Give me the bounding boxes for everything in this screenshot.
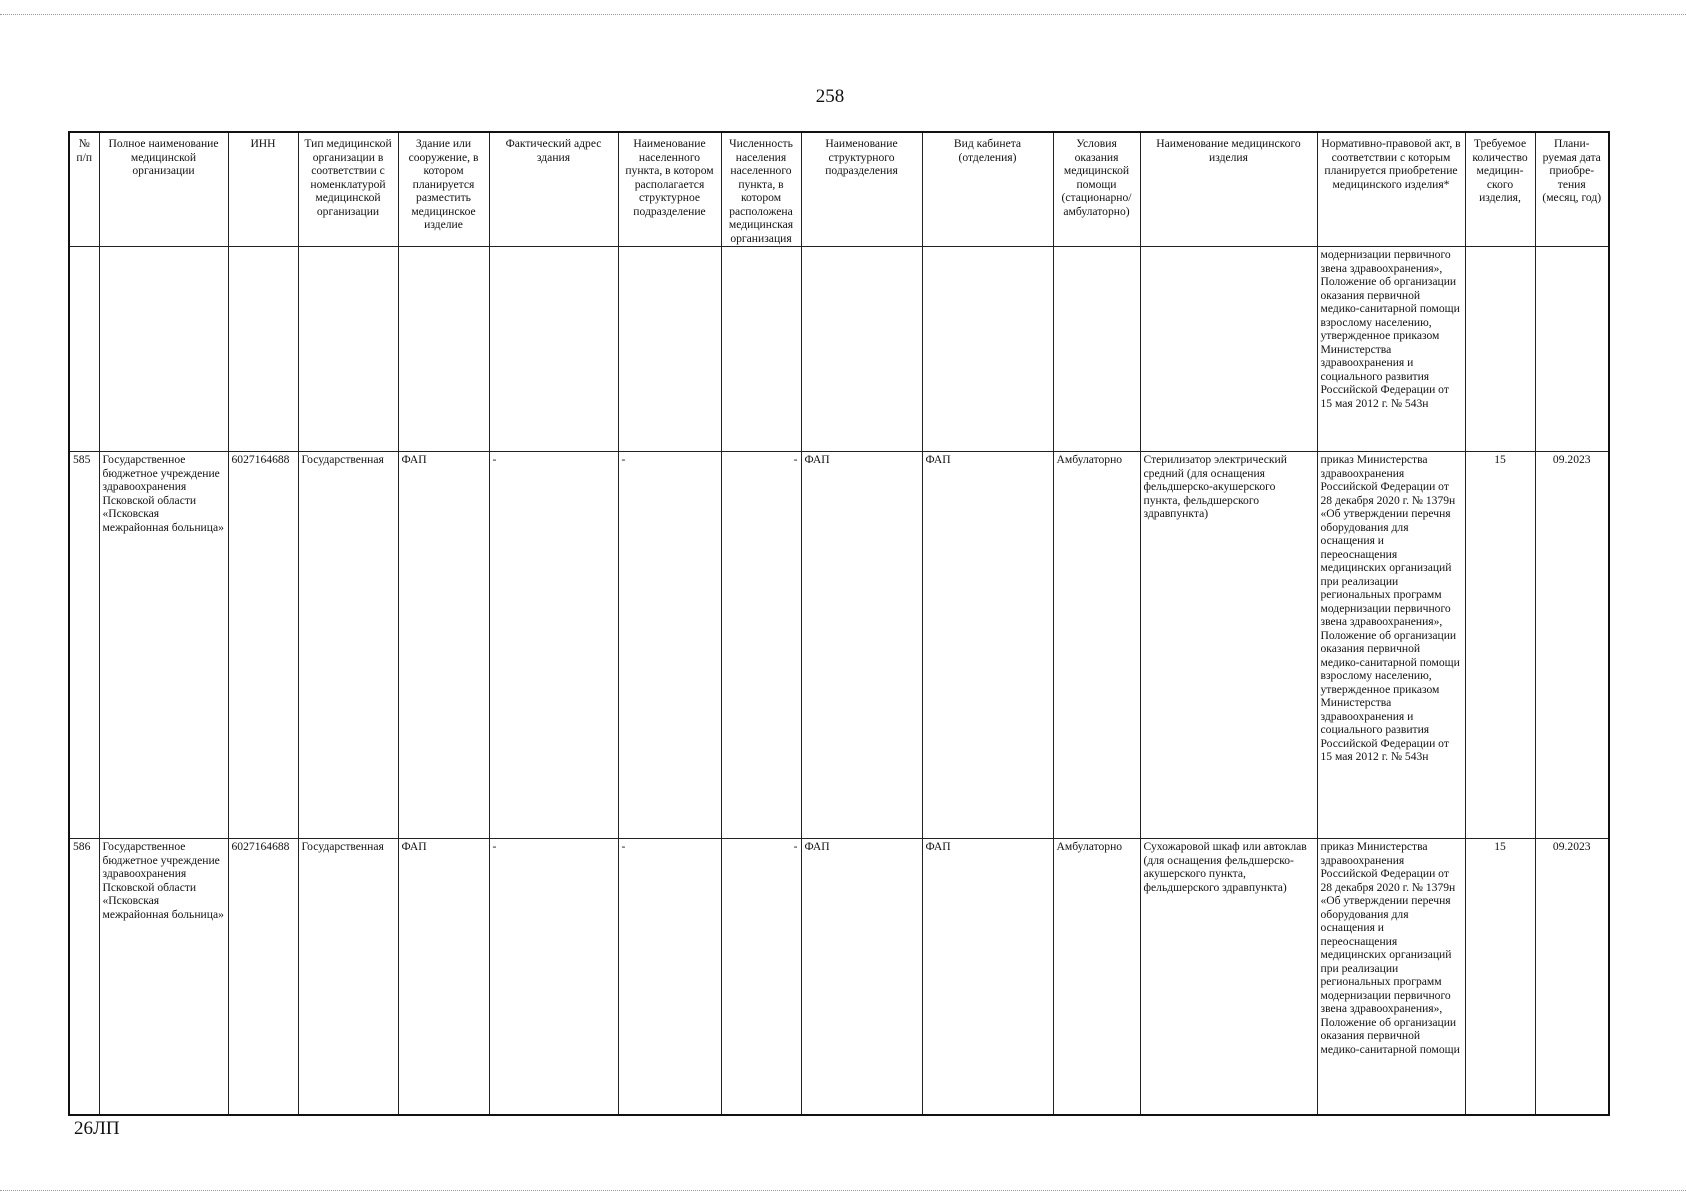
cell-inn: 6027164688 — [228, 839, 298, 1115]
table-row-continuation — [69, 247, 1609, 452]
cell-act: модернизации первичного звена здравоохранения», Положение об организации оказания первичной медико-санитарной помощи взрослому населению, утвержденное приказом Министерства здравоохранения и социального развития Российской Федерации от 15 мая 2012 г. № 543н — [1317, 247, 1465, 452]
cell-type — [298, 247, 398, 452]
header-device: Наименование медицинского изделия — [1140, 132, 1317, 247]
header-org: Полное наименование медицинской организации — [99, 132, 228, 247]
header-type: Тип медицинской организации в соответствии с номенклатурой медицинской организации — [298, 132, 398, 247]
cell-type: Государственная — [298, 452, 398, 839]
cell-room: ФАП — [922, 452, 1053, 839]
cell-address: - — [489, 839, 618, 1115]
cell-population: - — [721, 839, 801, 1115]
cell-population: - — [721, 452, 801, 839]
cell-conditions: Амбулаторно — [1053, 839, 1140, 1115]
cell-org: Государственное бюджетное учреждение здравоохранения Псковской области «Псковская межрайонная больница» — [99, 452, 228, 839]
cell-unit: ФАП — [801, 452, 922, 839]
cell-conditions — [1053, 247, 1140, 452]
header-population: Численность населения населенного пункта, в котором расположена медицинская организация — [721, 132, 801, 247]
header-building: Здание или сооружение, в котором планируется разместить медицинское изделие — [398, 132, 489, 247]
cell-type: Государственная — [298, 839, 398, 1115]
header-num: № п/п — [69, 132, 99, 247]
cell-qty: 15 — [1465, 839, 1535, 1115]
cell-org: Государственное бюджетное учреждение здравоохранения Псковской области «Псковская межрайонная больница» — [99, 839, 228, 1115]
header-unit: Наименование структурного подразделения — [801, 132, 922, 247]
scan-edge-bottom — [0, 1190, 1686, 1201]
header-room: Вид кабинета (отделения) — [922, 132, 1053, 247]
cell-qty: 15 — [1465, 452, 1535, 839]
cell-qty — [1465, 247, 1535, 452]
cell-device: Сухожаровой шкаф или автоклав (для оснащения фельдшерско-акушерского пункта, фельдшерского здравпункта) — [1140, 839, 1317, 1115]
table-row — [69, 839, 1609, 1115]
cell-locality — [618, 247, 721, 452]
header-address: Фактический адрес здания — [489, 132, 618, 247]
cell-inn — [228, 247, 298, 452]
cell-date: 09.2023 — [1535, 452, 1609, 839]
cell-room — [922, 247, 1053, 452]
cell-date: 09.2023 — [1535, 839, 1609, 1115]
cell-building: ФАП — [398, 839, 489, 1115]
cell-population — [721, 247, 801, 452]
cell-conditions: Амбулаторно — [1053, 452, 1140, 839]
cell-device — [1140, 247, 1317, 452]
header-locality: Наименование населенного пункта, в котором располагается структурное подразделение — [618, 132, 721, 247]
header-act: Нормативно-правовой акт, в соответствии с которым планируется приобретение медицинского изделия* — [1317, 132, 1465, 247]
cell-date — [1535, 247, 1609, 452]
cell-act: приказ Министерства здравоохранения Российской Федерации от 28 декабря 2020 г. № 1379н «Об утверждении перечня оборудования для оснащения и переоснащения медицинских организаций при реализации региональных программ модернизации первичного звена здравоохранения», Положение об организации оказания первичной медико-санитарной помощи — [1317, 839, 1465, 1115]
equipment-table — [68, 131, 1610, 1116]
table-row — [69, 452, 1609, 839]
cell-inn: 6027164688 — [228, 452, 298, 839]
cell-unit: ФАП — [801, 839, 922, 1115]
cell-address — [489, 247, 618, 452]
scan-edge-top — [0, 0, 1686, 15]
header-inn: ИНН — [228, 132, 298, 247]
footer-mark: 26ЛП — [74, 1118, 120, 1139]
cell-org — [99, 247, 228, 452]
cell-num — [69, 247, 99, 452]
cell-num: 586 — [69, 839, 99, 1115]
header-qty: Требуемое количество медицин-ского изделия, — [1465, 132, 1535, 247]
page-number: 258 — [815, 86, 845, 107]
cell-num: 585 — [69, 452, 99, 839]
table-header-row — [69, 132, 1609, 247]
header-conditions: Условия оказания медицинской помощи (стационарно/ амбулаторно) — [1053, 132, 1140, 247]
cell-address: - — [489, 452, 618, 839]
cell-unit — [801, 247, 922, 452]
cell-building — [398, 247, 489, 452]
cell-locality: - — [618, 452, 721, 839]
cell-locality: - — [618, 839, 721, 1115]
cell-device: Стерилизатор электрический средний (для оснащения фельдшерско-акушерского пункта, фельдшерского здравпункта) — [1140, 452, 1317, 839]
cell-act: приказ Министерства здравоохранения Российской Федерации от 28 декабря 2020 г. № 1379н «Об утверждении перечня оборудования для оснащения и переоснащения медицинских организаций при реализации региональных программ модернизации первичного звена здравоохранения», Положение об организации оказания первичной медико-санитарной помощи взрослому населению, утвержденное приказом Министерства здравоохранения и социального развития Российской Федерации от 15 мая 2012 г. № 543н — [1317, 452, 1465, 839]
cell-building: ФАП — [398, 452, 489, 839]
cell-room: ФАП — [922, 839, 1053, 1115]
header-date: Плани-руемая дата приобре-тения (месяц, год) — [1535, 132, 1609, 247]
